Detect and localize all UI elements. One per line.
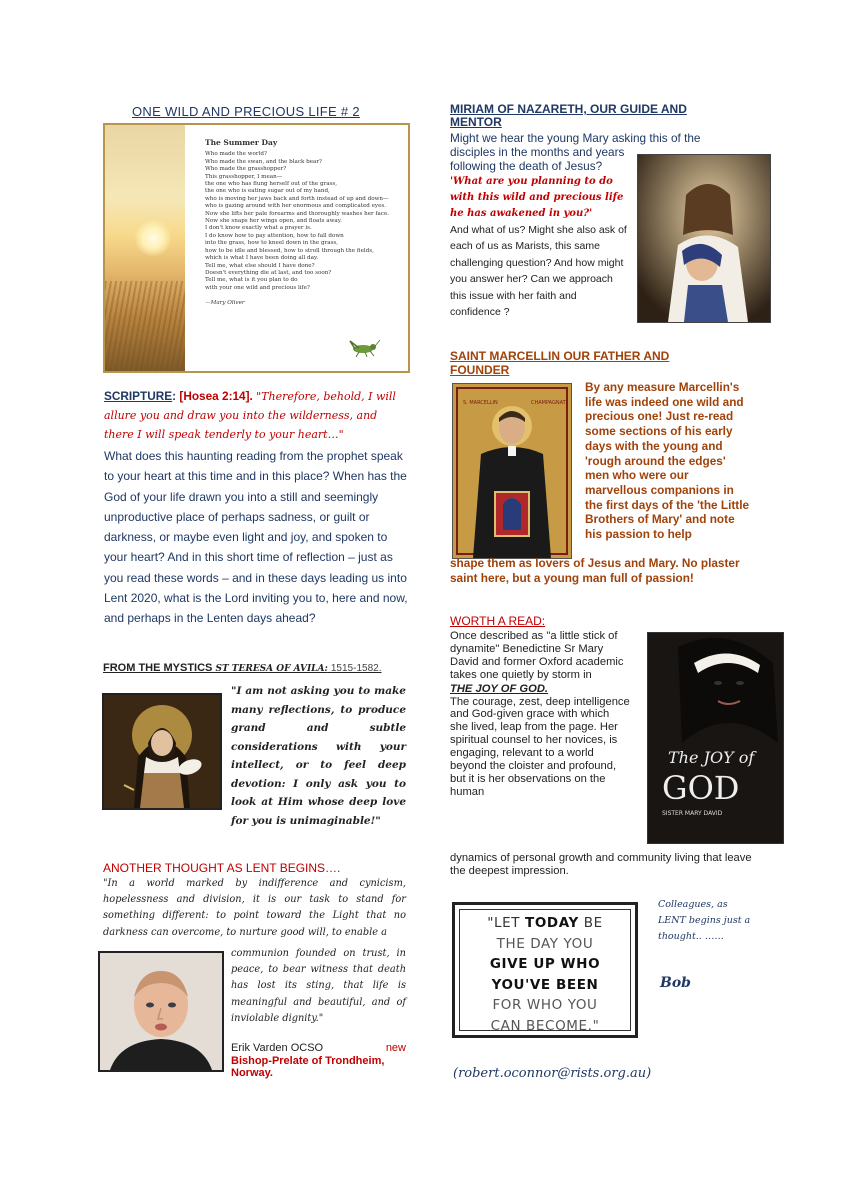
poem-line: Doesn't everything die at last, and too soon? bbox=[205, 269, 332, 276]
poem-line: who is moving her jaws back and forth instead of up and down— bbox=[205, 195, 389, 202]
poem-line: which is what I have been doing all day. bbox=[205, 255, 319, 262]
poem-text bbox=[205, 139, 400, 308]
teresa-quote: "I am not asking you to make many reflections, to produce grand and subtle considerations with your intellect, or to feel deep devotion: I only ask you to look at Him whose deep love for you is unimaginable!" bbox=[231, 685, 406, 827]
mystics-years: 1515-1582. bbox=[330, 663, 382, 674]
poster-line-1 bbox=[460, 913, 630, 934]
poem-line: Now she lifts her pale forearms and thoroughly washes her face. bbox=[205, 210, 390, 217]
book-cover-illustration bbox=[648, 633, 783, 843]
miriam-intro: Might we hear the young Mary asking this of the bbox=[450, 131, 701, 145]
poem-line: I don't know exactly what a prayer is. bbox=[205, 225, 312, 232]
poem-line: Now she snaps her wings open, and floats away. bbox=[205, 218, 342, 225]
signature-new: new bbox=[385, 1042, 406, 1054]
poem-line: Who made the grasshopper? bbox=[205, 166, 287, 173]
erik-varden-photo bbox=[98, 951, 224, 1072]
book-title: THE JOY OF GOD. bbox=[450, 682, 549, 695]
poster-line-1c: BE bbox=[578, 915, 603, 931]
mary-and-jesus-image bbox=[637, 154, 771, 323]
marcellin-body: By any measure Marcellin's life was indeed one wild and precious one! Just re-read some sections of his early days with the young and 'rough around the edges' men who were our marvellous companions in the first days of the 'the Little Brothers of Mary' and note his passion to help bbox=[585, 380, 750, 542]
poster-line-1b: TODAY bbox=[525, 915, 579, 931]
poster-line-1a: "LET bbox=[487, 915, 526, 931]
erik-varden-illustration bbox=[100, 953, 222, 1070]
miriam-body-text: disciples in the months and years following the death of Jesus? bbox=[450, 145, 625, 173]
poem-card bbox=[103, 123, 410, 373]
grasshopper-icon bbox=[347, 338, 381, 358]
poem-line: how to be idle and blessed, how to stroll through the fields, bbox=[205, 247, 374, 254]
worth-a-read-tail: dynamics of personal growth and community living that leave the deepest impression. bbox=[450, 852, 752, 877]
mary-illustration bbox=[638, 155, 770, 322]
poem-line: Tell me, what else should I have done? bbox=[205, 262, 315, 269]
signature-name: Erik Varden OCSO bbox=[231, 1042, 324, 1054]
poster-line-5: FOR WHO YOU bbox=[492, 997, 598, 1013]
poem-line: with your one wild and precious life? bbox=[205, 284, 310, 291]
quote-poster bbox=[452, 902, 638, 1038]
poem-title: The Summer Day bbox=[205, 138, 278, 147]
poem-line: who is gazing around with her enormous and complicated eyes. bbox=[205, 203, 387, 210]
worth-a-read-body bbox=[450, 630, 630, 799]
grass-texture bbox=[105, 281, 185, 371]
teresa-illustration bbox=[104, 695, 220, 808]
mystics-heading bbox=[103, 662, 381, 674]
poem-line: Who made the swan, and the black bear? bbox=[205, 158, 323, 165]
poem-line: the one who has flung herself out of the grass, bbox=[205, 181, 338, 188]
worth-body-text-2: The courage, zest, deep intelligence and God-given grace with which she lived, leap from the page. Her spiritual counsel to her novices, is engaging, relevant to a world beyond the cloister and profound, but it is her observations on the human bbox=[450, 695, 630, 798]
marcellin-icon-image bbox=[452, 383, 572, 559]
poem-line: the one who is eating sugar out of my hand, bbox=[205, 188, 330, 195]
poem-line: Who made the world? bbox=[205, 151, 267, 158]
miriam-body bbox=[450, 146, 630, 321]
poem-author: —Mary Oliver bbox=[205, 300, 245, 307]
poster-line-6: CAN BECOME." bbox=[490, 1017, 600, 1034]
scripture-reference: [Hosea 2:14]. bbox=[179, 389, 253, 403]
icon-label-left: S. MARCELLIN bbox=[463, 400, 498, 406]
poster-line-3: GIVE UP WHO bbox=[489, 956, 601, 972]
sun-glow bbox=[135, 220, 171, 256]
scripture-quote: "Therefore, behold, I will allure you and draw you into the wilderness, and there I will speak tenderly to your heart…" bbox=[104, 390, 396, 441]
mystics-heading-text: FROM THE MYSTICS bbox=[103, 662, 213, 674]
another-thought-body: "In a world marked by indifference and cynicism, hopelessness and division, it is our task to stand for something different: to point toward the Light that no darkness can overcome, to nurture good will, to enable a bbox=[103, 878, 406, 938]
icon-label-right: CHAMPAGNAT bbox=[531, 400, 566, 406]
poem-line: into the grass, how to kneel down in the grass, bbox=[205, 240, 339, 247]
marcellin-tail: shape them as lovers of Jesus and Mary. No plaster saint here, but a young man full of passion! bbox=[450, 556, 740, 585]
joy-of-god-book-cover bbox=[647, 632, 784, 844]
worth-a-read-heading: WORTH A READ: bbox=[450, 614, 546, 628]
another-thought-wrap: communion founded on trust, in peace, to bear witness that death has lost its sting, that life is meaningful and beautiful, and of inviolable dignity." bbox=[231, 948, 406, 1024]
worth-body-text: Once described as "a little stick of dynamite" Benedictine Sr Mary David and former Oxford academic takes one quietly by storm in bbox=[450, 630, 624, 681]
scripture-label: SCRIPTURE bbox=[104, 389, 173, 403]
poem-line: I do know how to pay attention, how to fall down bbox=[205, 232, 344, 239]
signoff-name: Bob bbox=[660, 975, 691, 991]
marcellin-heading: SAINT MARCELLIN OUR FATHER AND FOUNDER bbox=[450, 349, 670, 377]
poster-line-4: YOU'VE BEEN bbox=[491, 976, 599, 993]
signature-line1 bbox=[231, 1042, 406, 1055]
miriam-rest: And what of us? Might she also ask of each of us as Marists, this same challenging question? And how might you answer her? Can we approach this issue with her faith and confidence ? bbox=[450, 223, 627, 319]
reflection-text: What does this haunting reading from the prophet speak to your heart at this time and in this place? When has the God of your life drawn you into a still and seemingly unproductive place of perhaps sadness, or guilt or darkness, or maybe even light and joy, and spoken to your heart? And in this short time of reflection – just as you read these words – and in these days leading us into Lent 2020, what is the Lord inviting you to, here and now, and perhaps in the Lenten days ahead? bbox=[104, 449, 408, 626]
miriam-heading: MIRIAM OF NAZARETH, OUR GUIDE AND MENTOR bbox=[450, 102, 687, 129]
poster-line-2: THE DAY YOU bbox=[496, 935, 594, 952]
poem-line: Tell me, what is it you plan to do bbox=[205, 277, 298, 284]
another-thought-heading: ANOTHER THOUGHT AS LENT BEGINS…. bbox=[103, 861, 341, 875]
cover-author: SISTER MARY DAVID bbox=[662, 810, 723, 817]
scripture-block bbox=[104, 387, 404, 444]
signature-block bbox=[231, 1042, 406, 1080]
marcellin-illustration bbox=[453, 384, 571, 558]
cover-title-1: The JOY of bbox=[668, 748, 755, 767]
signature-role: Bishop-Prelate of Trondheim, Norway. bbox=[231, 1054, 385, 1079]
mystics-subheading: ST TERESA OF AVILA: bbox=[215, 664, 328, 674]
poem-line: This grasshopper, I mean— bbox=[205, 173, 283, 180]
poster-text bbox=[459, 909, 631, 1034]
teresa-portrait-image bbox=[102, 693, 222, 810]
cover-title-2: GOD bbox=[662, 769, 740, 807]
miriam-quote: 'What are you planning to do with this wild and precious life he has awakened in you?' bbox=[450, 175, 624, 219]
page-title: ONE WILD AND PRECIOUS LIFE # 2 bbox=[132, 104, 360, 119]
colon: : bbox=[172, 389, 180, 403]
sunset-field-image bbox=[105, 125, 185, 371]
email-link[interactable]: (robert.oconnor@rists.org.au) bbox=[453, 1066, 652, 1081]
colleagues-note: Colleagues, as LENT begins just a thought.. …… bbox=[658, 899, 751, 942]
poem-lines bbox=[205, 151, 400, 292]
